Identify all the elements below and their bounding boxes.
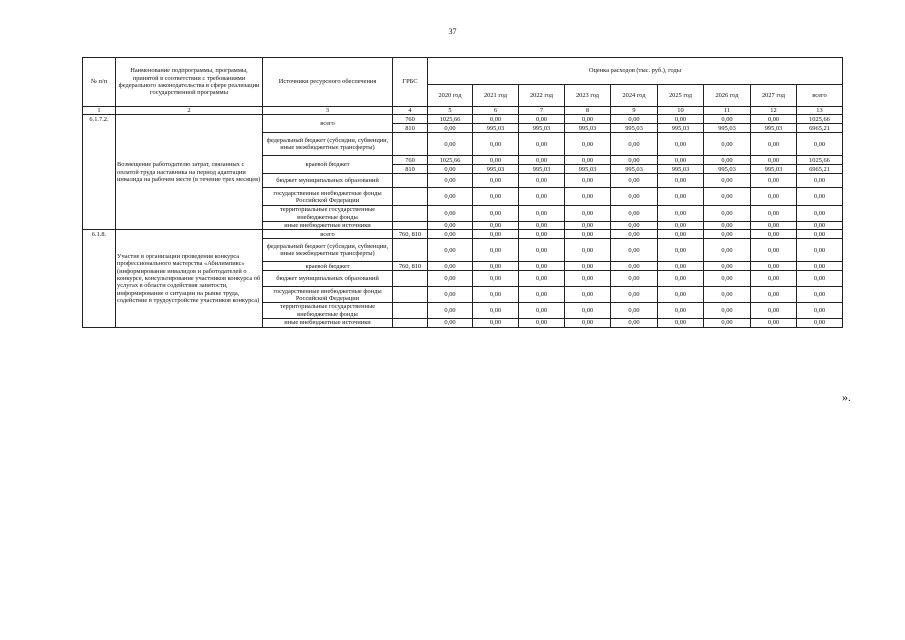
value-cell: 0,00 bbox=[565, 287, 611, 303]
value-total: 0,00 bbox=[797, 206, 843, 222]
grbs-code bbox=[393, 303, 428, 319]
value-cell: 0,00 bbox=[658, 156, 704, 165]
value-cell: 995,03 bbox=[519, 165, 565, 174]
value-cell: 0,00 bbox=[519, 115, 565, 124]
value-cell: 1025,66 bbox=[428, 115, 473, 124]
value-cell: 0,00 bbox=[704, 188, 751, 206]
value-cell: 0,00 bbox=[565, 262, 611, 271]
value-cell: 0,00 bbox=[751, 271, 797, 287]
funding-source: иные внебюджетные источники bbox=[263, 319, 393, 328]
value-cell: 0,00 bbox=[473, 206, 519, 222]
value-cell: 0,00 bbox=[751, 239, 797, 262]
grbs-code: 760, 810 bbox=[393, 230, 428, 239]
value-cell: 0,00 bbox=[428, 287, 473, 303]
value-cell: 0,00 bbox=[473, 319, 519, 328]
header-year: 2021 год bbox=[473, 85, 519, 107]
value-total: 0,00 bbox=[797, 287, 843, 303]
value-cell: 0,00 bbox=[611, 222, 658, 230]
value-cell: 0,00 bbox=[704, 239, 751, 262]
header-year: 2024 год bbox=[611, 85, 658, 107]
column-number: 5 bbox=[428, 107, 473, 115]
value-cell: 0,00 bbox=[519, 174, 565, 188]
grbs-code: 810 bbox=[393, 124, 428, 133]
table-row bbox=[83, 115, 843, 124]
value-cell: 0,00 bbox=[658, 262, 704, 271]
value-cell: 995,03 bbox=[751, 165, 797, 174]
value-cell: 0,00 bbox=[611, 303, 658, 319]
header-col-num: № п/п bbox=[83, 58, 116, 107]
value-cell: 0,00 bbox=[473, 287, 519, 303]
value-cell: 995,03 bbox=[751, 124, 797, 133]
value-cell: 0,00 bbox=[658, 287, 704, 303]
value-cell: 0,00 bbox=[751, 115, 797, 124]
value-cell: 0,00 bbox=[611, 115, 658, 124]
value-cell: 0,00 bbox=[519, 239, 565, 262]
value-cell: 0,00 bbox=[473, 303, 519, 319]
value-cell: 0,00 bbox=[611, 206, 658, 222]
value-cell: 0,00 bbox=[611, 239, 658, 262]
value-cell: 0,00 bbox=[428, 165, 473, 174]
value-cell: 995,03 bbox=[658, 124, 704, 133]
value-cell: 995,03 bbox=[473, 165, 519, 174]
grbs-code: 760 bbox=[393, 156, 428, 165]
column-number: 9 bbox=[611, 107, 658, 115]
value-cell: 0,00 bbox=[519, 287, 565, 303]
column-number: 4 bbox=[393, 107, 428, 115]
column-number: 13 bbox=[797, 107, 843, 115]
funding-source: государственные внебюджетные фонды Российской Федерации bbox=[263, 287, 393, 303]
value-cell: 0,00 bbox=[565, 222, 611, 230]
value-cell: 0,00 bbox=[751, 156, 797, 165]
value-cell: 0,00 bbox=[751, 303, 797, 319]
header-col-name: Наименование подпрограммы, программы, принятой в соответствии с требованиями федерального законодательства в сфере реализации государственной программы bbox=[116, 58, 263, 107]
value-total: 0,00 bbox=[797, 239, 843, 262]
value-cell: 0,00 bbox=[704, 156, 751, 165]
value-total: 0,00 bbox=[797, 222, 843, 230]
value-cell: 0,00 bbox=[704, 174, 751, 188]
value-cell: 0,00 bbox=[611, 262, 658, 271]
value-cell: 995,03 bbox=[565, 165, 611, 174]
column-number: 6 bbox=[473, 107, 519, 115]
grbs-code bbox=[393, 174, 428, 188]
column-number: 11 bbox=[704, 107, 751, 115]
value-cell: 995,03 bbox=[565, 124, 611, 133]
header-col-estimate: Оценка расходов (тыс. руб.), годы bbox=[428, 58, 843, 85]
value-cell: 1025,66 bbox=[428, 156, 473, 165]
value-cell: 0,00 bbox=[611, 319, 658, 328]
value-cell: 0,00 bbox=[473, 222, 519, 230]
column-number: 3 bbox=[263, 107, 393, 115]
value-cell: 0,00 bbox=[658, 239, 704, 262]
column-numbers-row bbox=[83, 107, 843, 115]
value-cell: 0,00 bbox=[428, 271, 473, 287]
value-total: 0,00 bbox=[797, 230, 843, 239]
value-total: 1025,66 bbox=[797, 115, 843, 124]
value-total: 1025,66 bbox=[797, 156, 843, 165]
value-total: 0,00 bbox=[797, 174, 843, 188]
value-total: 6965,21 bbox=[797, 124, 843, 133]
page-number: 37 bbox=[448, 27, 457, 36]
grbs-code bbox=[393, 188, 428, 206]
value-cell: 0,00 bbox=[751, 206, 797, 222]
value-cell: 0,00 bbox=[519, 222, 565, 230]
value-cell: 0,00 bbox=[704, 303, 751, 319]
value-cell: 0,00 bbox=[658, 174, 704, 188]
header-col-source: Источники ресурсного обеспечения bbox=[263, 58, 393, 107]
grbs-code bbox=[393, 287, 428, 303]
value-cell: 0,00 bbox=[428, 230, 473, 239]
value-cell: 0,00 bbox=[658, 319, 704, 328]
funding-source: краевой бюджет bbox=[263, 262, 393, 271]
value-cell: 0,00 bbox=[751, 319, 797, 328]
budget-table bbox=[82, 57, 843, 328]
value-cell: 0,00 bbox=[428, 239, 473, 262]
value-cell: 0,00 bbox=[751, 222, 797, 230]
value-cell: 0,00 bbox=[473, 133, 519, 156]
grbs-code: 760 bbox=[393, 115, 428, 124]
value-cell: 0,00 bbox=[658, 222, 704, 230]
budget-body bbox=[83, 115, 843, 328]
value-cell: 0,00 bbox=[611, 287, 658, 303]
value-cell: 0,00 bbox=[519, 188, 565, 206]
funding-source: федеральный бюджет (субсидии, субвенции, иные межбюджетные трансферты) bbox=[263, 133, 393, 156]
value-cell: 995,03 bbox=[704, 124, 751, 133]
value-cell: 0,00 bbox=[473, 156, 519, 165]
header-year: 2027 год bbox=[751, 85, 797, 107]
value-cell: 0,00 bbox=[428, 222, 473, 230]
grbs-code bbox=[393, 222, 428, 230]
value-cell: 0,00 bbox=[565, 206, 611, 222]
value-cell: 0,00 bbox=[473, 271, 519, 287]
column-number: 10 bbox=[658, 107, 704, 115]
value-cell: 0,00 bbox=[658, 188, 704, 206]
value-total: 6965,21 bbox=[797, 165, 843, 174]
value-cell: 0,00 bbox=[519, 206, 565, 222]
value-total: 0,00 bbox=[797, 319, 843, 328]
value-cell: 0,00 bbox=[473, 262, 519, 271]
value-cell: 0,00 bbox=[611, 188, 658, 206]
value-cell: 0,00 bbox=[473, 115, 519, 124]
value-cell: 0,00 bbox=[565, 115, 611, 124]
grbs-code: 760, 810 bbox=[393, 262, 428, 271]
value-cell: 0,00 bbox=[519, 303, 565, 319]
value-cell: 0,00 bbox=[611, 271, 658, 287]
value-cell: 0,00 bbox=[565, 156, 611, 165]
closing-mark: ». bbox=[842, 390, 851, 404]
value-cell: 0,00 bbox=[519, 319, 565, 328]
value-cell: 0,00 bbox=[704, 133, 751, 156]
value-cell: 0,00 bbox=[658, 115, 704, 124]
grbs-code bbox=[393, 206, 428, 222]
value-cell: 0,00 bbox=[611, 174, 658, 188]
value-total: 0,00 bbox=[797, 262, 843, 271]
program-number: 6.1.8. bbox=[83, 230, 116, 328]
funding-source: краевой бюджет bbox=[263, 156, 393, 174]
value-cell: 0,00 bbox=[611, 156, 658, 165]
funding-source: федеральный бюджет (субсидии, субвенции, иные межбюджетные трансферты) bbox=[263, 239, 393, 262]
value-cell: 995,03 bbox=[519, 124, 565, 133]
grbs-code bbox=[393, 271, 428, 287]
value-cell: 0,00 bbox=[658, 303, 704, 319]
grbs-code: 810 bbox=[393, 165, 428, 174]
value-cell: 0,00 bbox=[565, 133, 611, 156]
value-cell: 0,00 bbox=[428, 303, 473, 319]
column-number: 7 bbox=[519, 107, 565, 115]
value-cell: 0,00 bbox=[519, 230, 565, 239]
value-cell: 0,00 bbox=[473, 239, 519, 262]
header-year: 2022 год bbox=[519, 85, 565, 107]
grbs-code bbox=[393, 239, 428, 262]
value-cell: 0,00 bbox=[428, 133, 473, 156]
value-total: 0,00 bbox=[797, 271, 843, 287]
program-number: 6.1.7.2. bbox=[83, 115, 116, 230]
value-cell: 0,00 bbox=[565, 174, 611, 188]
value-cell: 0,00 bbox=[565, 271, 611, 287]
column-number: 12 bbox=[751, 107, 797, 115]
value-cell: 0,00 bbox=[751, 188, 797, 206]
value-cell: 0,00 bbox=[658, 230, 704, 239]
value-cell: 0,00 bbox=[658, 206, 704, 222]
value-cell: 0,00 bbox=[704, 319, 751, 328]
value-cell: 0,00 bbox=[473, 188, 519, 206]
header-year: 2026 год bbox=[704, 85, 751, 107]
column-number: 2 bbox=[116, 107, 263, 115]
funding-source: иные внебюджетные источники bbox=[263, 222, 393, 230]
value-cell: 0,00 bbox=[565, 303, 611, 319]
value-cell: 0,00 bbox=[751, 262, 797, 271]
value-total: 0,00 bbox=[797, 188, 843, 206]
value-cell: 0,00 bbox=[519, 133, 565, 156]
funding-source: бюджет муниципальных образований bbox=[263, 271, 393, 287]
value-cell: 0,00 bbox=[473, 230, 519, 239]
grbs-code bbox=[393, 319, 428, 328]
value-cell: 0,00 bbox=[428, 188, 473, 206]
funding-source: территориальные государственные внебюджетные фонды bbox=[263, 303, 393, 319]
value-total: 0,00 bbox=[797, 133, 843, 156]
value-cell: 0,00 bbox=[428, 174, 473, 188]
value-cell: 0,00 bbox=[704, 206, 751, 222]
value-cell: 0,00 bbox=[428, 262, 473, 271]
value-cell: 0,00 bbox=[519, 262, 565, 271]
value-cell: 0,00 bbox=[704, 222, 751, 230]
value-cell: 0,00 bbox=[751, 133, 797, 156]
column-number: 1 bbox=[83, 107, 116, 115]
funding-source: государственные внебюджетные фонды Российской Федерации bbox=[263, 188, 393, 206]
value-cell: 0,00 bbox=[751, 287, 797, 303]
table-row bbox=[83, 230, 843, 239]
header-year: 2020 год bbox=[428, 85, 473, 107]
value-cell: 0,00 bbox=[704, 271, 751, 287]
value-cell: 0,00 bbox=[704, 287, 751, 303]
value-cell: 0,00 bbox=[519, 156, 565, 165]
value-cell: 0,00 bbox=[428, 319, 473, 328]
header-year-total: всего bbox=[797, 85, 843, 107]
funding-source: территориальные государственные внебюджетные фонды bbox=[263, 206, 393, 222]
header-col-grbs: ГРБС bbox=[393, 58, 428, 107]
value-cell: 0,00 bbox=[565, 319, 611, 328]
funding-source: всего bbox=[263, 230, 393, 239]
value-cell: 0,00 bbox=[519, 271, 565, 287]
column-number: 8 bbox=[565, 107, 611, 115]
value-cell: 0,00 bbox=[565, 188, 611, 206]
funding-source: бюджет муниципальных образований bbox=[263, 174, 393, 188]
funding-source: всего bbox=[263, 115, 393, 133]
value-total: 0,00 bbox=[797, 303, 843, 319]
value-cell: 0,00 bbox=[611, 230, 658, 239]
value-cell: 0,00 bbox=[611, 133, 658, 156]
value-cell: 995,03 bbox=[611, 165, 658, 174]
program-name: Возмещение работодателю затрат, связанных с оплатой труда наставника на период адаптации инвалида на рабочем месте (в течение трех месяцев) bbox=[116, 115, 263, 230]
program-name: Участие в организации проведения конкурса профессионального мастерства «Абилимпикс» (информирование инвалидов и работодателей о конкурсе, консультирование участников конкурса об услугах в области содействия занятости, информирование о ситуации на рынке труда, содействие в трудоустройстве участников конкурса) bbox=[116, 230, 263, 328]
value-cell: 995,03 bbox=[658, 165, 704, 174]
header-year: 2025 год bbox=[658, 85, 704, 107]
value-cell: 0,00 bbox=[704, 115, 751, 124]
value-cell: 995,03 bbox=[473, 124, 519, 133]
value-cell: 995,03 bbox=[611, 124, 658, 133]
value-cell: 0,00 bbox=[428, 206, 473, 222]
value-cell: 0,00 bbox=[658, 271, 704, 287]
value-cell: 995,03 bbox=[704, 165, 751, 174]
value-cell: 0,00 bbox=[565, 239, 611, 262]
header-year: 2023 год bbox=[565, 85, 611, 107]
value-cell: 0,00 bbox=[658, 133, 704, 156]
value-cell: 0,00 bbox=[751, 230, 797, 239]
grbs-code bbox=[393, 133, 428, 156]
value-cell: 0,00 bbox=[428, 124, 473, 133]
value-cell: 0,00 bbox=[704, 262, 751, 271]
value-cell: 0,00 bbox=[565, 230, 611, 239]
value-cell: 0,00 bbox=[473, 174, 519, 188]
value-cell: 0,00 bbox=[751, 174, 797, 188]
value-cell: 0,00 bbox=[704, 230, 751, 239]
